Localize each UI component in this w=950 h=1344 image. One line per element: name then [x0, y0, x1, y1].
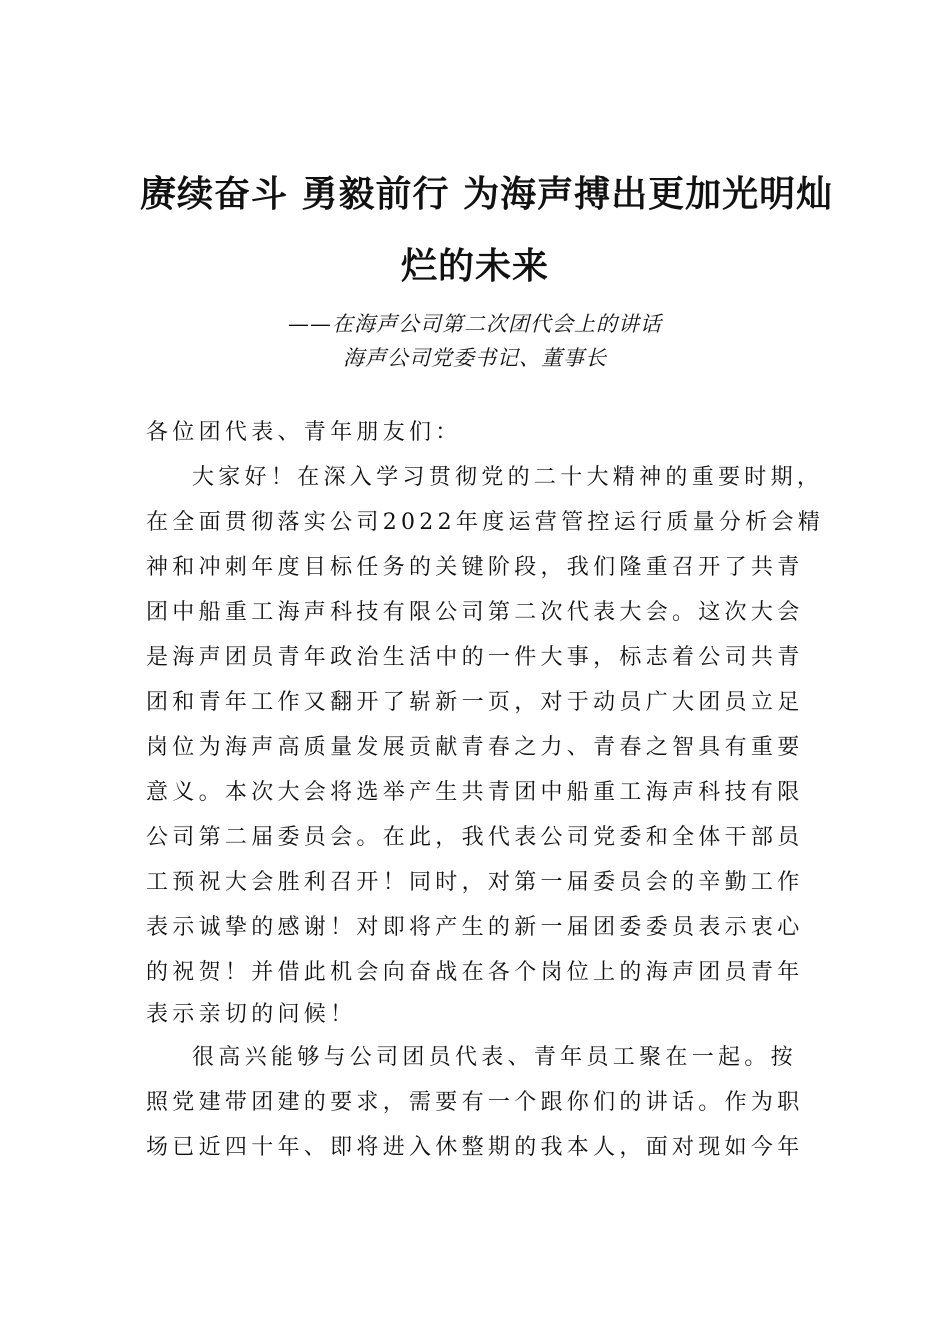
body-line: 的祝贺！并借此机会向奋战在各个岗位上的海声团员青年 [146, 960, 804, 985]
body-line: 表示诚挚的感谢！对即将产生的新一届团委委员表示衷心 [146, 915, 804, 940]
body-line: 照党建带团建的要求，需要有一个跟你们的讲话。作为职 [146, 1090, 804, 1115]
body-line: 是海声团员青年政治生活中的一件大事，标志着公司共青 [146, 645, 804, 670]
document-title-line-2: 烂的未来 [400, 245, 549, 287]
body-line: 场已近四十年、即将进入休整期的我本人，面对现如今年 [146, 1135, 804, 1160]
body-line: 表示亲切的问候！ [146, 1002, 357, 1027]
body-line: 工预祝大会胜利召开！同时，对第一届委员会的辛勤工作 [146, 870, 804, 895]
body-line: 神和冲刺年度目标任务的关键阶段，我们隆重召开了共青 [146, 555, 804, 580]
body-line: 公司第二届委员会。在此，我代表公司党委和全体干部员 [146, 825, 804, 850]
body-line: 在全面贯彻落实公司2022年度运营管控运行质量分析会精 [146, 510, 825, 535]
body-line: 很高兴能够与公司团员代表、青年员工聚在一起。按 [192, 1045, 797, 1070]
body-line: 团和青年工作又翻开了崭新一页，对于动员广大团员立足 [146, 690, 804, 715]
document-title-line-1: 赓续奋斗 勇毅前行 为海声搏出更加光明灿 [140, 173, 834, 215]
document-subtitle: ——在海声公司第二次团代会上的讲话 [288, 312, 662, 336]
speaker-line: 海声公司党委书记、董事长 [343, 346, 607, 370]
body-line: 大家好！在深入学习贯彻党的二十大精神的重要时期， [192, 465, 824, 490]
body-line: 岗位为海声高质量发展贡献青春之力、青春之智具有重要 [146, 735, 804, 760]
greeting: 各位团代表、青年朋友们： [146, 420, 462, 445]
body-line: 意义。本次大会将选举产生共青团中船重工海声科技有限 [146, 780, 804, 805]
body-line: 团中船重工海声科技有限公司第二次代表大会。这次大会 [146, 600, 804, 625]
